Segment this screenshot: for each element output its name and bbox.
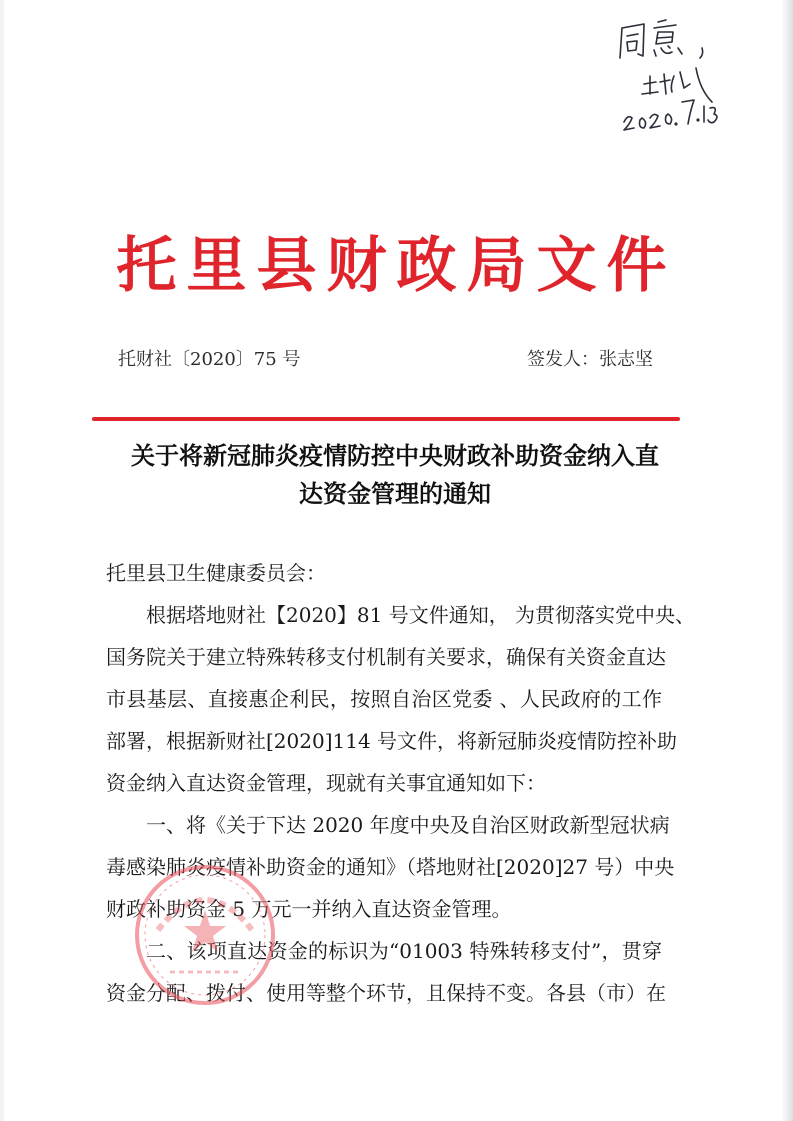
addressee: 托里县卫生健康委员会： bbox=[106, 561, 326, 585]
document-number: 托财社〔2020〕75 号 bbox=[118, 349, 301, 370]
body-line: 部署，根据新财社[2020]114 号文件，将新冠肺炎疫情防控补助 bbox=[106, 729, 678, 753]
body-line: 资金纳入直达资金管理，现就有关事宜通知如下： bbox=[106, 771, 546, 795]
red-divider-rule bbox=[92, 417, 680, 421]
scan-edge-left bbox=[0, 0, 4, 1121]
body-line: 毒感染肺炎疫情补助资金的通知》（塔地财社[2020]27 号）中央 bbox=[106, 855, 675, 879]
body-line: 市县基层、直接惠企利民，按照自治区党委 、人民政府的工作 bbox=[106, 687, 662, 711]
body-line: 国务院关于建立特殊转移支付机制有关要求，确保有关资金直达 bbox=[106, 645, 666, 669]
official-seal-stamp bbox=[130, 860, 280, 1010]
body-line: 二、该项直达资金的标识为“01003 特殊转移支付”，贯穿 bbox=[146, 939, 662, 963]
body-line: 一、将《关于下达 2020 年度中央及自治区财政新型冠状病 bbox=[146, 813, 670, 837]
document-title-line-1: 关于将新冠肺炎疫情防控中央财政补助资金纳入直 bbox=[131, 441, 659, 470]
body-line: 财政补助资金 5 万元一并纳入直达资金管理。 bbox=[106, 897, 512, 921]
signer: 签发人：张志坚 bbox=[527, 349, 653, 370]
scan-edge-right bbox=[781, 0, 793, 1121]
body-line: 资金分配、拨付、使用等整个环节，且保持不变。各县（市）在 bbox=[106, 981, 666, 1005]
document-header-title: 托里县财政局文件 bbox=[116, 231, 677, 301]
handwritten-approval-note bbox=[610, 10, 740, 140]
document-meta-row bbox=[118, 345, 653, 371]
document-title-line-2: 达资金管理的通知 bbox=[299, 479, 491, 508]
body-line: 根据塔地财社【2020】81 号文件通知， 为贯彻落实党中央、 bbox=[146, 603, 696, 627]
